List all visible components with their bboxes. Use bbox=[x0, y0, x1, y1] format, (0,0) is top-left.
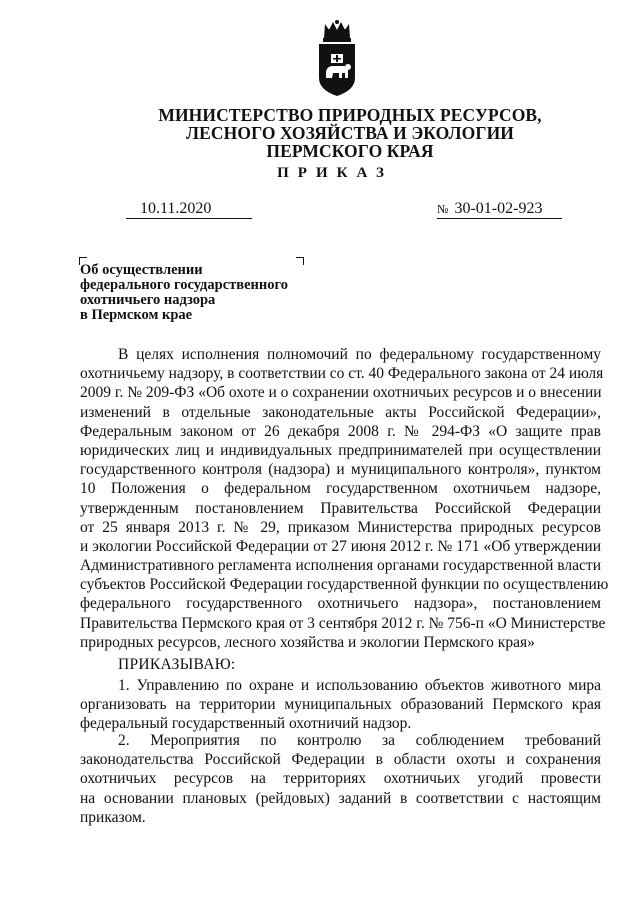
ministry-title-line-1: МИНИСТЕРСТВО ПРИРОДНЫХ РЕСУРСОВ, bbox=[158, 105, 542, 125]
paragraph-line: охотничьему надзору, в соответствии со ст. 40 Федерального закона от 24 июля bbox=[80, 365, 604, 383]
paragraph-line: 2009 г. № 209-ФЗ «Об охоте и о сохранении охотничьих ресурсов и о внесении bbox=[80, 384, 602, 402]
paragraph-line: на основании плановых (рейдовых) заданий в соответствии с настоящим bbox=[80, 789, 601, 807]
paragraph-line: организовать на территории муниципальных образований Пермского края bbox=[80, 696, 601, 714]
order-number-value: 30-01-02-923 bbox=[454, 200, 543, 217]
subject-line: охотничьего надзора bbox=[80, 292, 216, 308]
paragraph-line: Административного регламента исполнения органами государственной власти bbox=[80, 557, 601, 575]
paragraph-line: Правительства Пермского края от 3 сентября 2012 г. № 756-п «О Министерстве bbox=[80, 614, 606, 632]
paragraph-line: Федеральным законом от 26 декабря 2008 г. № 294-ФЗ «О защите прав bbox=[80, 422, 601, 440]
subject-line: федерального государственного bbox=[80, 277, 288, 293]
paragraph-line: от 25 января 2013 г. № 29, приказом Министерства природных ресурсов bbox=[80, 518, 601, 536]
paragraph-line: государственного контроля (надзора) и муниципального контроля», пунктом bbox=[80, 461, 601, 479]
paragraph-line: законодательства Российской Федерации в области охоты и сохранения bbox=[80, 751, 601, 769]
paragraph-line: 10 Положения о федеральном государственном охотничьем надзоре, bbox=[80, 480, 601, 498]
paragraph-line: приказом. bbox=[80, 808, 146, 826]
paragraph-line: 2. Мероприятия по контролю за соблюдением требований bbox=[118, 732, 601, 749]
paragraph-line: В целях исполнения полномочий по федеральному государственному bbox=[118, 346, 601, 363]
preamble-paragraph bbox=[80, 345, 609, 652]
paragraph-line: природных ресурсов, лесного хозяйства и экологии Пермского края» bbox=[80, 633, 535, 651]
subject-line: в Пермском крае bbox=[80, 307, 193, 323]
paragraph-line: и экологии Российской Федерации от 27 июня 2012 г. № 171 «Об утверждении bbox=[80, 537, 601, 555]
perm-krai-coat-of-arms-icon bbox=[309, 20, 365, 98]
order-word: ПРИКАЗЫВАЮ: bbox=[118, 656, 236, 673]
order-date: 10.11.2020 bbox=[126, 200, 252, 219]
order-item-1 bbox=[80, 676, 601, 734]
paragraph-line: охотничьих ресурсов на территориях охотничьих угодий провести bbox=[80, 770, 601, 788]
order-item-2 bbox=[80, 731, 601, 827]
paragraph-line: субъектов Российской Федерации государственной функции по осуществлению bbox=[80, 576, 609, 594]
number-sign: № bbox=[437, 202, 449, 216]
paragraph-line: 1. Управлению по охране и использованию объектов животного мира bbox=[118, 677, 601, 694]
paragraph-line: федеральный государственный охотничий надзор. bbox=[80, 715, 412, 733]
subject-line: Об осуществлении bbox=[80, 262, 203, 278]
ministry-title-line-3: ПЕРМСКОГО КРАЯ bbox=[266, 141, 434, 161]
paragraph-line: федерального государственного охотничьего надзора», постановлением bbox=[80, 595, 601, 613]
order-number bbox=[437, 200, 562, 219]
ministry-title-line-2: ЛЕСНОГО ХОЗЯЙСТВА И ЭКОЛОГИИ bbox=[186, 123, 514, 143]
document-type-title: ПРИКАЗ bbox=[277, 165, 393, 181]
order-subject bbox=[80, 263, 320, 323]
paragraph-line: юридических лиц и индивидуальных предпринимателей при осуществлении bbox=[80, 441, 601, 459]
paragraph-line: изменений в отдельные законодательные акты Российской Федерации», bbox=[80, 403, 601, 421]
paragraph-line: утвержденным постановлением Правительства Российской Федерации bbox=[80, 499, 601, 517]
